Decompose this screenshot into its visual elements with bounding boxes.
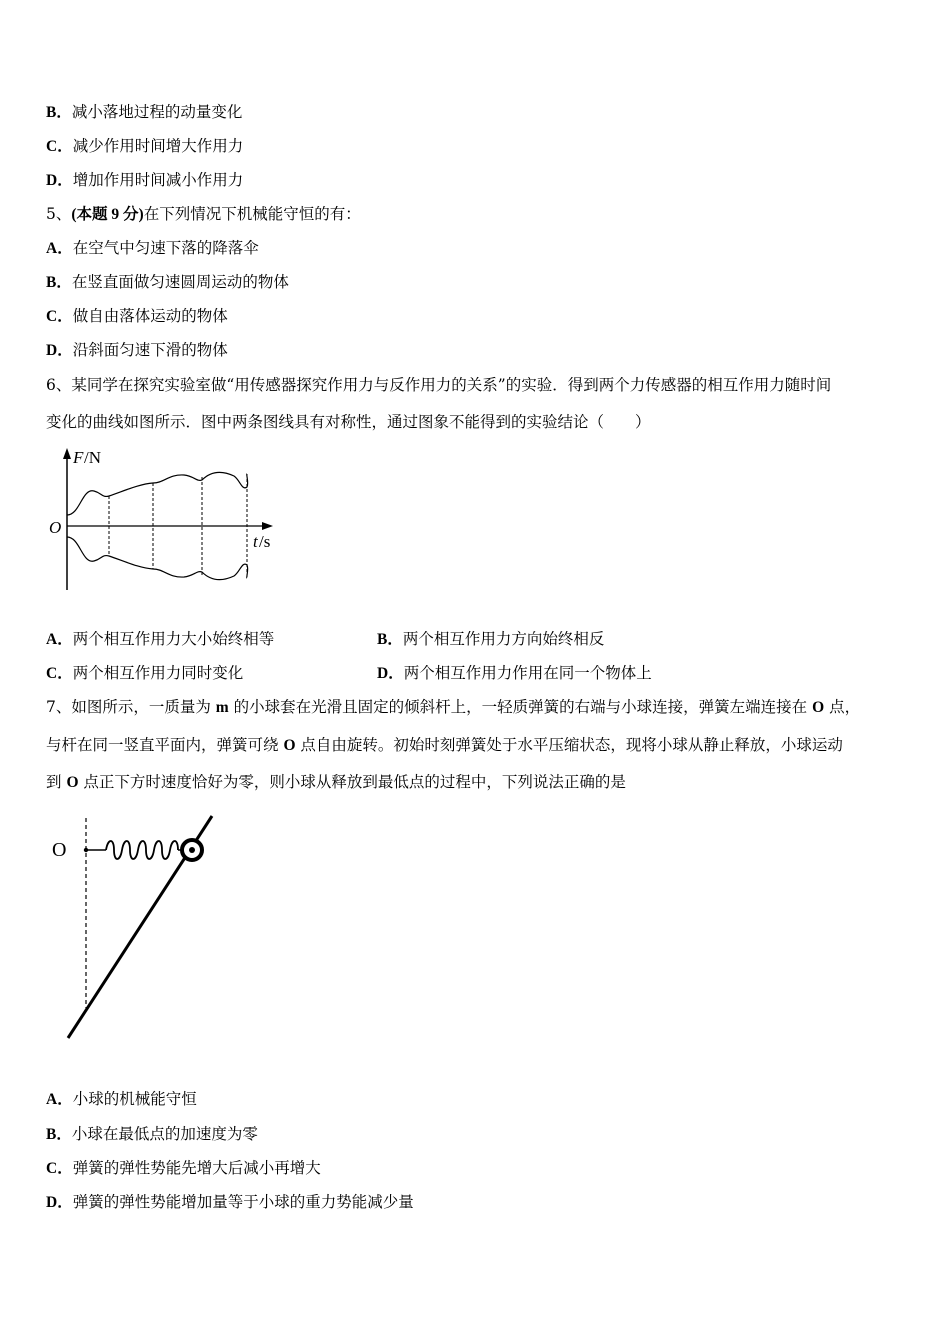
option-label: B． bbox=[46, 274, 72, 291]
lower-force-curve bbox=[67, 537, 248, 580]
q6-option-c bbox=[46, 663, 243, 684]
q7-option-a bbox=[46, 1089, 197, 1110]
stem-text: 与杆在同一竖直平面内，弹簧可绕 bbox=[46, 736, 284, 754]
point-o-label: O bbox=[52, 839, 67, 861]
q7-spring-rod-figure bbox=[46, 808, 246, 1048]
option-text: 两个相互作用力方向始终相反 bbox=[402, 630, 605, 648]
q5-score: (本题 9 分) bbox=[71, 206, 144, 223]
x-axis-unit: /s bbox=[259, 532, 271, 551]
q4-option-d bbox=[46, 170, 243, 191]
option-label: A． bbox=[46, 240, 73, 257]
option-text: 减少作用时间增大作用力 bbox=[72, 137, 244, 155]
option-text: 在竖直面做匀速圆周运动的物体 bbox=[71, 273, 289, 291]
point-o-symbol: O bbox=[812, 699, 825, 716]
q7-stem-line1 bbox=[46, 697, 860, 718]
option-text: 两个相互作用力作用在同一个物体上 bbox=[403, 664, 652, 682]
q5-option-a bbox=[46, 238, 259, 259]
option-label: D． bbox=[46, 342, 73, 359]
spring-coil bbox=[106, 841, 178, 859]
stem-text: 点正下方时速度恰好为零，则小球从释放到最低点的过程中，下列说法正确的是 bbox=[78, 773, 626, 791]
option-label: C． bbox=[46, 138, 73, 155]
q6-stem-line2: 变化的曲线如图所示．图中两条图线具有对称性，通过图象不能得到的实验结论（ ） bbox=[46, 413, 651, 431]
y-axis-arrow bbox=[63, 448, 71, 459]
q5-stem bbox=[46, 204, 361, 225]
stem-text: 到 bbox=[46, 773, 67, 791]
option-label: D． bbox=[46, 1194, 73, 1211]
q4-option-c bbox=[46, 136, 243, 157]
y-axis-unit: /N bbox=[84, 448, 101, 467]
stem-text: 7、如图所示，一质量为 bbox=[46, 698, 216, 716]
option-text: 做自由落体运动的物体 bbox=[72, 307, 228, 325]
option-label: C． bbox=[46, 665, 73, 682]
option-text: 增加作用时间减小作用力 bbox=[72, 171, 244, 189]
y-axis-var: F bbox=[73, 448, 84, 467]
q6-stem-line1: 6、某同学在探究实验室做“用传感器探究作用力与反作用力的关系”的实验．得到两个力传感器的相互作用力随时间 bbox=[46, 376, 832, 394]
origin-label: O bbox=[49, 518, 62, 537]
option-label: B． bbox=[46, 1126, 72, 1143]
q6-option-a bbox=[46, 629, 274, 650]
option-text: 弹簧的弹性势能先增大后减小再增大 bbox=[72, 1159, 321, 1177]
option-label: D． bbox=[46, 172, 73, 189]
ball-hole bbox=[189, 847, 195, 853]
q5-stem-text: 在下列情况下机械能守恒的有： bbox=[143, 205, 361, 223]
point-o-symbol: O bbox=[66, 774, 79, 791]
q7-stem-line3 bbox=[46, 772, 626, 793]
option-text: 减小落地过程的动量变化 bbox=[71, 103, 243, 121]
option-label: A． bbox=[46, 1091, 73, 1108]
stem-text: 点， bbox=[824, 698, 861, 716]
q4-option-b bbox=[46, 102, 242, 123]
upper-force-curve bbox=[67, 472, 248, 515]
q5-number: 5、 bbox=[46, 205, 72, 223]
mass-symbol: m bbox=[215, 699, 229, 716]
q5-option-b bbox=[46, 272, 289, 293]
stem-text: 的小球套在光滑且固定的倾斜杆上，一轻质弹簧的右端与小球连接，弹簧左端连接在 bbox=[228, 698, 813, 716]
q7-option-b bbox=[46, 1124, 258, 1145]
q6-option-b bbox=[377, 629, 604, 650]
option-text: 两个相互作用力同时变化 bbox=[72, 664, 244, 682]
stem-text: 点自由旋转。初始时刻弹簧处于水平压缩状态，现将小球从静止释放，小球运动 bbox=[295, 736, 843, 754]
q6-option-d bbox=[377, 663, 652, 684]
option-text: 沿斜面匀速下滑的物体 bbox=[72, 341, 228, 359]
point-o-symbol: O bbox=[283, 737, 296, 754]
x-axis-var: t bbox=[253, 532, 258, 551]
option-label: C． bbox=[46, 308, 73, 325]
q6-force-time-graph bbox=[44, 445, 284, 595]
option-label: A． bbox=[46, 631, 73, 648]
q5-option-c bbox=[46, 306, 228, 327]
x-axis-arrow bbox=[262, 522, 273, 530]
option-text: 小球的机械能守恒 bbox=[72, 1090, 197, 1108]
option-text: 弹簧的弹性势能增加量等于小球的重力势能减少量 bbox=[72, 1193, 414, 1211]
option-text: 小球在最低点的加速度为零 bbox=[71, 1125, 258, 1143]
q7-option-d bbox=[46, 1192, 414, 1213]
option-label: B． bbox=[377, 631, 403, 648]
q5-option-d bbox=[46, 340, 228, 361]
q7-stem-line2 bbox=[46, 735, 843, 756]
option-label: D． bbox=[377, 665, 404, 682]
option-label: C． bbox=[46, 1160, 73, 1177]
q7-option-c bbox=[46, 1158, 321, 1179]
option-label: B． bbox=[46, 104, 72, 121]
option-text: 在空气中匀速下落的降落伞 bbox=[72, 239, 259, 257]
option-text: 两个相互作用力大小始终相等 bbox=[72, 630, 275, 648]
